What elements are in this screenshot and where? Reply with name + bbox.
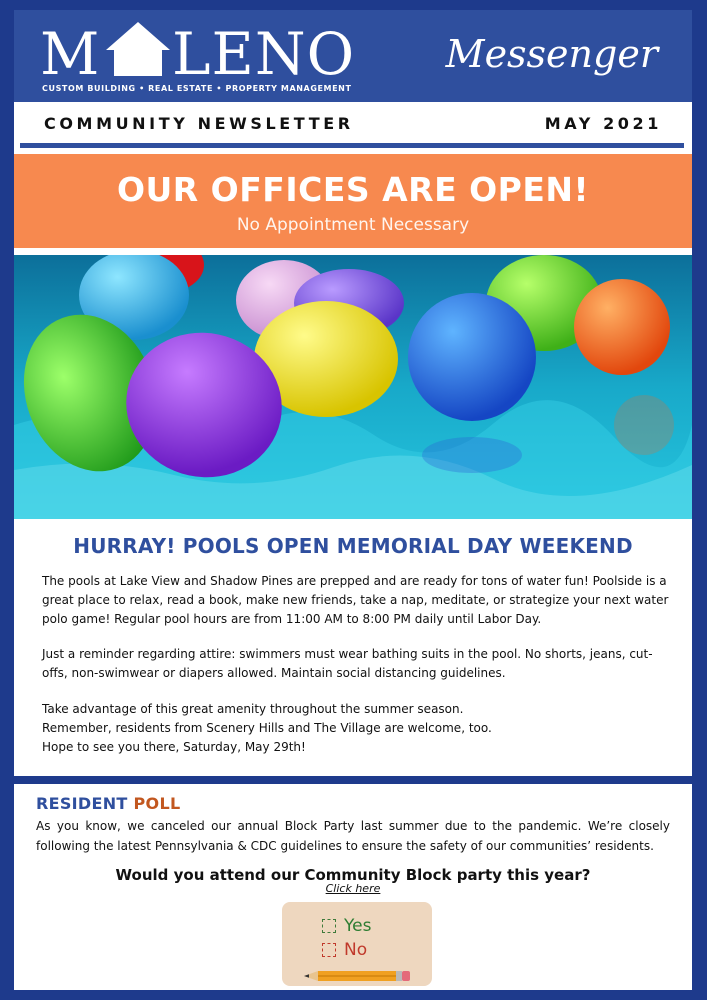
- logo-tagline: CUSTOM BUILDING • REAL ESTATE • PROPERTY MANAGEMENT: [42, 84, 352, 93]
- logo: [40, 18, 360, 98]
- header: [14, 10, 692, 102]
- poll-option-yes[interactable]: [322, 916, 371, 936]
- newsletter-date: MAY 2021: [544, 114, 662, 133]
- poll-text: As you know, we canceled our annual Block Party last summer due to the pandemic. We’re closely following the latest Pennsylvania & CDC guidelines to ensure the safety of our communities’ residents.: [36, 819, 670, 853]
- house-logo-icon: [40, 18, 360, 82]
- checkbox-icon[interactable]: [322, 919, 336, 933]
- balloons-image: [14, 255, 692, 519]
- pools-paragraph-3-line-2: Remember, residents from Scenery Hills and The Village are welcome, too.: [42, 721, 492, 735]
- poll-option-yes-label: Yes: [344, 916, 372, 936]
- pools-paragraph-1: The pools at Lake View and Shadow Pines are prepped and are ready for tons of water fun! Poolside is a great place to relax, read a book, make new friends, take a nap, meditate, or strategize your next water polo game! Regular pool hours are from 11:00 AM to 8:00 PM daily until Labor Day.: [42, 574, 669, 626]
- pools-paragraph-3-line-3: Hope to see you there, Saturday, May 29th!: [42, 740, 306, 754]
- banner-subtitle: No Appointment Necessary: [236, 215, 470, 235]
- poll-title: [36, 794, 180, 813]
- svg-text:M: M: [40, 20, 101, 82]
- checkbox-icon[interactable]: [322, 943, 336, 957]
- logo-wordmark: [40, 18, 360, 93]
- pools-paragraph-3-line-1: Take advantage of this great amenity throughout the summer season.: [42, 702, 464, 716]
- divider: [20, 143, 684, 148]
- vote-card[interactable]: [282, 902, 432, 986]
- offices-banner: [14, 154, 692, 248]
- poll-option-no[interactable]: [322, 940, 367, 960]
- svg-text:LENO: LENO: [172, 20, 356, 82]
- pools-paragraph-3: [42, 700, 678, 757]
- newsletter-label: COMMUNITY NEWSLETTER: [44, 114, 354, 133]
- pools-heading: HURRAY! POOLS OPEN MEMORIAL DAY WEEKEND: [73, 534, 633, 558]
- poll-question: Would you attend our Community Block party this year?: [115, 866, 591, 884]
- banner-title: OUR OFFICES ARE OPEN!: [116, 170, 590, 209]
- resident-poll: [14, 784, 692, 990]
- pools-paragraph-2: Just a reminder regarding attire: swimmers must wear bathing suits in the pool. No shorts, jeans, cut-offs, non-swimwear or diapers allowed. Maintain social distancing guidelines.: [42, 647, 653, 680]
- newsletter-row: [14, 102, 692, 142]
- publication-title: Messenger: [445, 32, 658, 76]
- pencil-icon: [304, 970, 410, 982]
- pool-balloons-photo: [14, 255, 692, 519]
- poll-option-no-label: No: [344, 940, 368, 960]
- poll-title-part-1: RESIDENT: [36, 794, 134, 813]
- poll-title-part-2: POLL: [133, 794, 181, 813]
- click-here-link[interactable]: Click here: [325, 882, 381, 895]
